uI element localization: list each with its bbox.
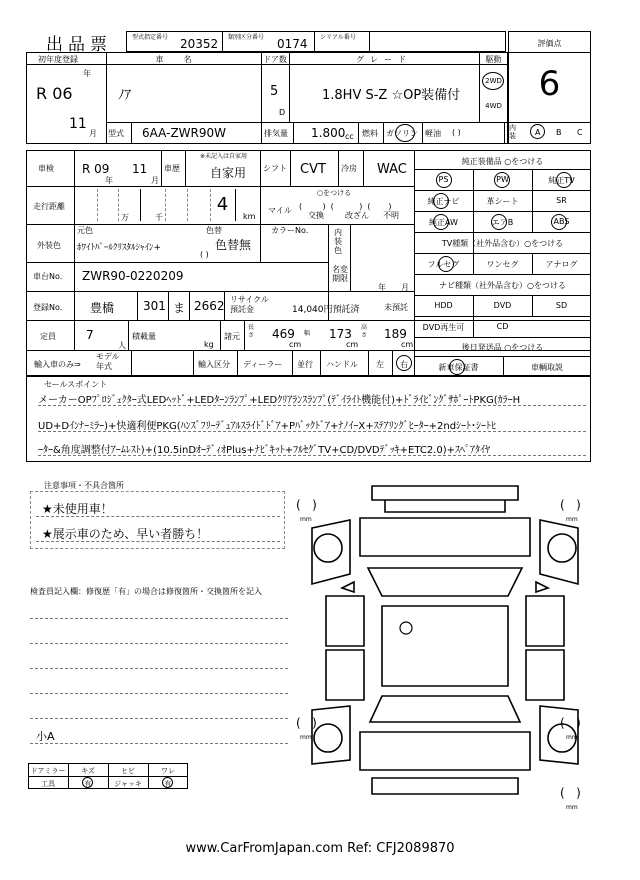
tool-header-ware: ワレ (161, 767, 175, 775)
right-front-door (526, 596, 564, 646)
equip-airbag: エアB (491, 218, 514, 227)
left-mirror (342, 582, 354, 592)
ac-value: WAC (377, 162, 407, 177)
left-rear-tire (314, 724, 342, 752)
rear-window (370, 696, 520, 722)
navi-hdd: HDD (434, 301, 453, 310)
recycle-label: リサイクル預託金 (230, 295, 269, 314)
tool-row-tools-value: 有 (84, 780, 92, 788)
right-front-tire (548, 534, 576, 562)
length-label: 長さ (248, 324, 255, 339)
mm-rear-left: mm (300, 734, 312, 741)
equip-abs-circle (551, 214, 567, 230)
capacity-label: 定員 (40, 332, 56, 341)
reg-number: 2662 (194, 299, 225, 313)
doors-value: 5 (270, 84, 279, 99)
unknown-label: 不明 (383, 211, 399, 220)
tv-title: TV種類（社外品含む）○をつける (441, 239, 564, 248)
fuel-value: ガソリン (386, 129, 418, 138)
height-label: 高さ (361, 324, 368, 339)
reg-class: 301 (143, 299, 166, 313)
mileage-label: 走行距離 (33, 202, 65, 211)
tool-header-hibi: ヒビ (121, 767, 135, 775)
left-front-door (326, 596, 364, 646)
interior-label: 内装 (509, 124, 516, 140)
sales-label: セールスポイント (44, 380, 108, 389)
navi-dvd: DVD (493, 301, 512, 310)
diesel-label: 軽油 (425, 129, 441, 138)
first-reg-month: 11 (69, 116, 87, 132)
diesel-paren: ( ) (452, 128, 461, 137)
capacity-unit: 人 (118, 341, 126, 350)
shift-label: シフト (263, 164, 287, 173)
type-cert-label: 型式指定番号 (132, 34, 169, 41)
right-rear-door (526, 650, 564, 700)
handle-right-circle (396, 355, 412, 371)
reg-area: 豊橋 (90, 301, 115, 315)
category-label: 類別区分番号 (228, 34, 265, 41)
inspection-label: 車検 (38, 164, 54, 173)
equip-tv: 純正TV (548, 176, 575, 185)
hood (360, 518, 530, 556)
note-1: ★未使用車！ (42, 502, 113, 516)
equip-ps: PS (438, 175, 449, 184)
drive-label: 駆動 (485, 55, 502, 64)
paint-label: 色替 (206, 226, 222, 235)
height-unit: cm (401, 340, 414, 349)
tire-bracket-front-right: ( ) (560, 498, 581, 512)
mm-rear-right: mm (566, 734, 578, 741)
equip-ps-circle (436, 172, 452, 188)
reg-kana: ま (173, 301, 186, 315)
capacity-value: 7 (86, 328, 94, 342)
displacement-value: 1.800 (311, 126, 346, 140)
left-front-fender (312, 520, 350, 584)
sales-line-1: メーカーOPﾌﾟﾛｼﾞｪｸﾀｰ式LEDﾍｯﾄﾞ+LEDﾀｰﾝﾗﾝﾌﾟ+LEDｸﾘｱﾗﾝｽﾗﾝﾌﾟ(ﾃﾞｲﾗｲﾄ機能付)+ﾄﾞﾗｲﾋﾞﾝｸﾞｻﾎﾟｰﾄPKG(ｶﾗｰH (38, 395, 521, 406)
length-unit: cm (289, 340, 302, 349)
equip-navi-circle (433, 193, 449, 209)
back-door (360, 732, 530, 770)
mile-label: マイル (268, 206, 292, 215)
handle-left: 左 (376, 360, 384, 369)
name-change-year: 年 (378, 283, 386, 292)
interior-color-label: 内装色 (334, 228, 342, 255)
original-color-value: ﾎﾜｲﾄﾊﾟｰﾙｸﾘｽﾀﾙｼｬｲﾝ+ (77, 243, 162, 253)
doors-label: ドア数 (263, 55, 287, 64)
equip-leather: 革シート (486, 197, 519, 206)
interior-box (504, 122, 591, 144)
tire-bracket-rear-left: ( ) (296, 716, 317, 730)
windshield (368, 568, 522, 596)
length-value: 469 (272, 327, 295, 341)
model-value: 6AA-ZWR90W (142, 126, 227, 140)
paint-paren: ( ) (200, 250, 209, 259)
width-unit: cm (346, 340, 359, 349)
first-reg-era-year: R 06 (36, 84, 73, 103)
left-rear-door (326, 650, 364, 700)
navi-cd: CD (496, 322, 509, 331)
equip-pw-circle (494, 172, 510, 188)
equip-navi: 純正ナビ (427, 197, 460, 206)
car-damage-diagram (290, 478, 600, 818)
model-year-label: モデル年式 (96, 352, 120, 371)
tool-tools-circle (82, 777, 93, 788)
tool-row-jack-value: 有 (164, 780, 172, 788)
color-no-label: カラーNo. (271, 226, 309, 235)
chassis-label: 車台No. (33, 272, 63, 281)
reg-label: 登録No. (33, 303, 63, 312)
mm-spare: mm (566, 804, 578, 811)
chassis-value: ZWR90-0220209 (82, 269, 184, 283)
type-cert-value: 20352 (180, 37, 219, 51)
tire-bracket-rear-right: ( ) (560, 716, 581, 730)
sales-line-2: UD+Dｲﾝﾅｰﾐﾗｰ)+快適利便PKG(ﾊﾝｽﾞﾌﾘｰﾃﾞｭｱﾙｽﾗｲﾄﾞﾄﾞｱ+Pﾊﾞｯｸﾄﾞｱ+ﾅﾉｲｰX+ｽﾃｱﾘﾝｸﾞﾋｰﾀｰ+2ndｼｰﾄ･ｼｰﾄﾋ (38, 421, 497, 432)
import-label: 輸入車のみ⇒ (34, 360, 81, 369)
later-warranty: 新車保証書 (438, 363, 479, 372)
month-unit: 月 (89, 129, 97, 138)
fuel-gasoline-circle (395, 124, 415, 142)
car-name-value: ﾉｱ (118, 88, 131, 103)
name-change-month: 月 (401, 283, 409, 292)
sen-unit: 千 (155, 213, 163, 222)
tire-bracket-front-left: ( ) (296, 498, 317, 512)
recycle-note: 未預託 (384, 303, 408, 312)
category-value: 0174 (277, 37, 308, 51)
sales-line-3: ｰﾀｰ&角度調整付ｱｰﾑﾚｽﾄ)+(10.5inDｵｰﾃﾞｨｵPlus+ﾅﾋﾞｷｯﾄ+ﾌﾙｾｸﾞTV+CD/DVDﾃﾞｯｷ+ETC2.0)+ｽﾍﾟｱﾀｲﾔ (38, 445, 491, 456)
mileage-digit: 4 (216, 194, 229, 215)
tv-fullseg-circle (438, 256, 454, 272)
original-color-label: 元色 (77, 226, 93, 235)
grade-value: 1.8HV S-Z ☆OP装備付 (322, 88, 461, 103)
interior-a: A (535, 128, 541, 137)
tool-jack-circle (162, 777, 173, 788)
note-2: ★展示車のため、早い者勝ち！ (42, 527, 209, 541)
tire-bracket-spare: ( ) (560, 786, 581, 800)
width-label: 幅 (304, 330, 311, 337)
equip-tv-circle (556, 172, 572, 188)
load-label: 積載量 (132, 332, 156, 341)
left-rear-quarter (312, 706, 350, 764)
rear-bumper (372, 778, 518, 794)
rating-label: 評価点 (537, 39, 562, 48)
inspection-month: 11 (132, 162, 148, 176)
front-grille (385, 500, 505, 512)
displacement-label: 排気量 (264, 129, 288, 138)
later-warranty-circle (449, 359, 465, 375)
mm-front-right: mm (566, 516, 578, 523)
tv-analog: アナログ (545, 260, 578, 269)
inspection-year: R 09 (82, 162, 110, 176)
inspection-year-unit: 年 (105, 176, 113, 185)
inspector-label: 検査員記入欄：修復歴「有」の場合は修復箇所・交換箇所を記入 (30, 587, 262, 596)
hood-mark (400, 622, 412, 634)
paint-value: 色替無 (215, 238, 252, 252)
name-change-label: 名変期限 (332, 265, 348, 283)
load-unit: kg (204, 340, 214, 349)
tv-oneseg: ワンセグ (486, 260, 519, 269)
tool-header-mirror: ドアミラー (30, 767, 66, 775)
interior-b: B (556, 128, 562, 137)
later-title: 後日発送品 ○をつける (461, 343, 544, 352)
drive-option-4wd: 4WD (485, 102, 502, 110)
car-name-label: 車名 (155, 55, 212, 64)
footer-watermark: www.CarFromJapan.com Ref: CFJ2089870 (185, 841, 455, 856)
tool-header-kizu: キズ (81, 767, 95, 775)
handle-label: ハンドル (326, 360, 358, 369)
interior-c: C (577, 128, 583, 137)
inspection-month-unit: 月 (151, 176, 159, 185)
vehicle-type-label: 車歴 (164, 164, 180, 173)
tool-row-tools: 工具 (41, 780, 55, 788)
tool-row-jack: ジャッキ (114, 780, 142, 788)
navi-dvd-play: DVD再生可 (422, 323, 465, 332)
tamper-label: 改ざん (345, 211, 369, 220)
drive-option-2wd: 2WD (485, 77, 502, 85)
doors-suffix: D (279, 108, 286, 117)
fuel-label: 燃料 (362, 129, 378, 138)
later-manual: 車輌取説 (531, 363, 563, 372)
recycle-value: 14,040円預託済 (292, 305, 360, 315)
page-title: 出品票 (46, 35, 112, 55)
parallel-label: 並行 (297, 360, 313, 369)
swap-label: 交換 (308, 211, 324, 220)
rating-value: 6 (538, 64, 561, 104)
left-front-tire (314, 534, 342, 562)
vehicle-type-note: ※未記入は自家用 (200, 153, 248, 160)
notes-label: 注意事項・不具合箇所 (44, 481, 124, 490)
equip-pw: PW (496, 175, 509, 184)
mileage-note: ○をつける (317, 189, 352, 197)
navi-sd: SD (555, 301, 568, 310)
mileage-bracket-marks: ( ) ( ) ( ) (299, 202, 392, 211)
right-mirror (536, 582, 548, 592)
equip-aw-circle (433, 214, 449, 230)
import-class-label: 輸入区分 (198, 360, 230, 369)
equip-sr: SR (556, 196, 567, 205)
serial-label: シリアル番号 (320, 34, 356, 41)
equipment-title: 純正装備品 ○をつける (461, 157, 544, 166)
size-label: 諸元 (224, 332, 240, 341)
navi-title: ナビ種類（社外品含む）○をつける (439, 281, 566, 290)
dealer-label: ディーラー (243, 360, 283, 369)
man-unit: 万 (121, 213, 129, 222)
handle-right: 右 (400, 360, 408, 369)
right-front-fender (540, 520, 578, 584)
exterior-label: 外装色 (37, 241, 61, 250)
grade-label: グレード (356, 55, 412, 64)
tv-fullseg: フルセグ (427, 260, 460, 269)
equip-aw: 純正AW (429, 218, 458, 227)
shift-value: CVT (300, 162, 326, 177)
width-value: 173 (329, 327, 352, 341)
roof (382, 606, 508, 686)
equip-airbag-circle (491, 214, 507, 230)
displacement-unit: cc (345, 132, 354, 141)
inspector-value: 小A (36, 730, 55, 743)
height-value: 189 (384, 327, 407, 341)
km-unit: km (243, 212, 256, 221)
front-bumper (372, 486, 518, 500)
ac-label: 冷房 (341, 164, 357, 173)
first-reg-label: 初年度登録 (38, 55, 78, 64)
year-unit: 年 (83, 69, 91, 78)
model-label: 型式 (108, 129, 124, 138)
mm-front-left: mm (300, 516, 312, 523)
equip-abs: ABS (553, 217, 570, 226)
drive-2wd-circle (482, 72, 504, 90)
vehicle-type-value: 自家用 (210, 166, 247, 180)
